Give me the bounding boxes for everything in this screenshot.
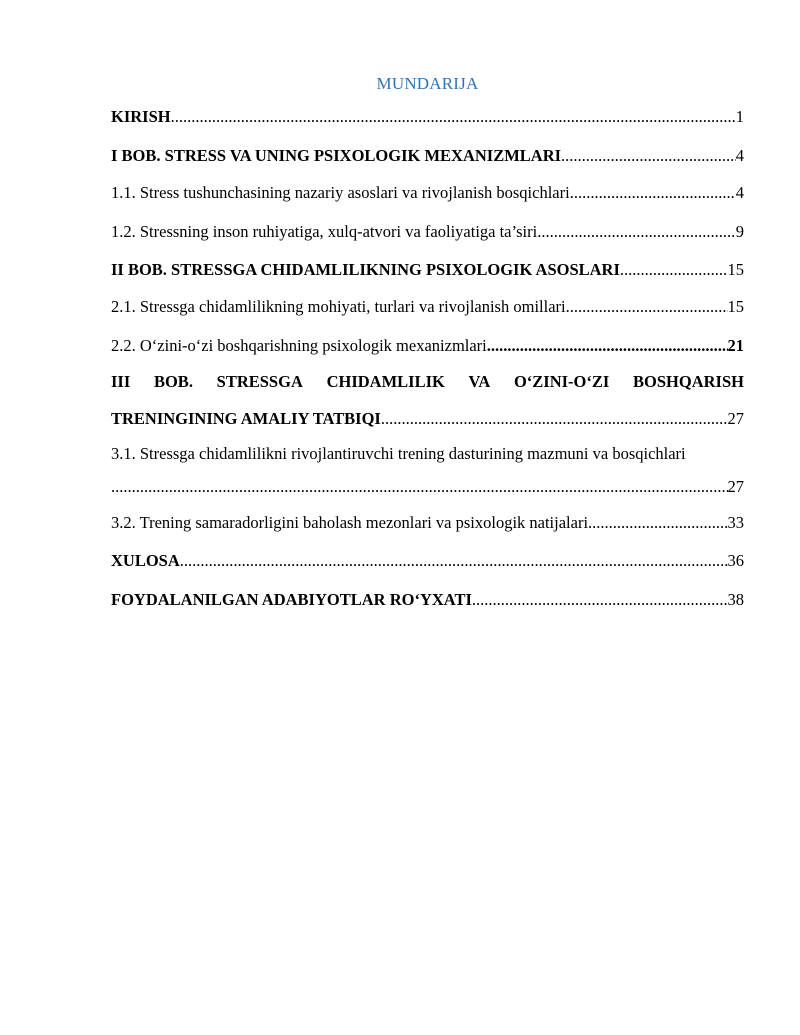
toc-page-number: 1 <box>735 107 744 126</box>
toc-entry-xulosa[interactable] <box>111 551 744 571</box>
dot-leader <box>171 107 736 127</box>
toc-entry-section-3-2[interactable] <box>111 513 744 533</box>
title-word: O‘ZINI-O‘ZI <box>513 372 610 391</box>
title-word: BOSHQARISH <box>633 372 744 391</box>
dot-leader <box>111 477 728 497</box>
toc-page-number: 27 <box>727 477 744 496</box>
toc-page-number: 4 <box>735 183 744 202</box>
toc-entry-label: TRENINGINING AMALIY TATBIQI <box>111 409 381 428</box>
toc-page-number: 36 <box>727 551 744 570</box>
title-word: STRESSGA <box>216 372 303 391</box>
dot-leader <box>487 336 728 356</box>
chapter-3-title-line-1 <box>111 372 744 392</box>
chapter-3-title-line-2 <box>111 409 744 429</box>
toc-entry-kirish[interactable] <box>111 107 744 127</box>
toc-entry-label: 1.2. Stressning inson ruhiyatiga, xulq-atvori va faoliyatiga ta’siri <box>111 222 538 241</box>
dot-leader <box>588 513 727 533</box>
dot-leader <box>381 409 728 429</box>
toc-entry-label: 3.1. Stressga chidamlilikni rivojlantiruvchi trening dasturining mazmuni va bosqichlari <box>111 444 686 463</box>
toc-entry-section-1-2[interactable] <box>111 222 744 242</box>
toc-page-number: 38 <box>727 590 744 609</box>
title-word: III <box>111 372 131 391</box>
toc-page-number: 15 <box>727 297 744 316</box>
dot-leader <box>561 146 736 166</box>
toc-entry-chapter-3[interactable] <box>111 372 744 428</box>
dot-leader <box>180 551 728 571</box>
toc-entry-label: KIRISH <box>111 107 171 126</box>
toc-entry-label: FOYDALANILGAN ADABIYOTLAR RO‘YXATI <box>111 590 472 609</box>
dot-leader <box>570 183 736 203</box>
title-word: VA <box>468 372 491 391</box>
title-word: CHIDAMLILIK <box>326 372 445 391</box>
toc-page-number: 4 <box>735 146 744 165</box>
title-word: BOB. <box>153 372 193 391</box>
toc-entry-label: 1.1. Stress tushunchasining nazariy asoslari va rivojlanish bosqichlari <box>111 183 570 202</box>
toc-entry-chapter-1[interactable] <box>111 146 744 166</box>
toc-page-number: 21 <box>727 336 744 355</box>
toc-entry-chapter-2[interactable] <box>111 260 744 280</box>
toc-entry-label: 2.1. Stressga chidamlilikning mohiyati, turlari va rivojlanish omillari <box>111 297 566 316</box>
dot-leader <box>620 260 728 280</box>
toc-page-number: 27 <box>727 409 744 428</box>
toc-entry-label: II BOB. STRESSGA CHIDAMLILIKNING PSIXOLOGIK ASOSLARI <box>111 260 620 279</box>
toc-page-number: 15 <box>727 260 744 279</box>
toc-entry-label: 2.2. O‘zini-o‘zi boshqarishning psixologik mexanizmlari <box>111 336 487 355</box>
toc-entry-label: XULOSA <box>111 551 180 570</box>
toc-title: MUNDARIJA <box>376 74 479 93</box>
toc-page-number: 9 <box>735 222 744 241</box>
toc-entry-references[interactable] <box>111 590 744 610</box>
toc-entry-section-2-1[interactable] <box>111 297 744 317</box>
toc-entry-label: I BOB. STRESS VA UNING PSIXOLOGIK MEXANIZMLARI <box>111 146 562 165</box>
toc-entry-section-3-1[interactable] <box>111 444 744 496</box>
toc-entry-leader-line <box>111 477 744 497</box>
toc-page-number: 33 <box>727 513 744 532</box>
toc-entry-section-2-2[interactable] <box>111 336 744 356</box>
toc-entry-section-1-1[interactable] <box>111 183 744 203</box>
toc-entry-label: 3.2. Trening samaradorligini baholash mezonlari va psixologik natijalari <box>111 513 589 532</box>
dot-leader <box>566 297 728 317</box>
dot-leader <box>537 222 736 242</box>
dot-leader <box>472 590 728 610</box>
